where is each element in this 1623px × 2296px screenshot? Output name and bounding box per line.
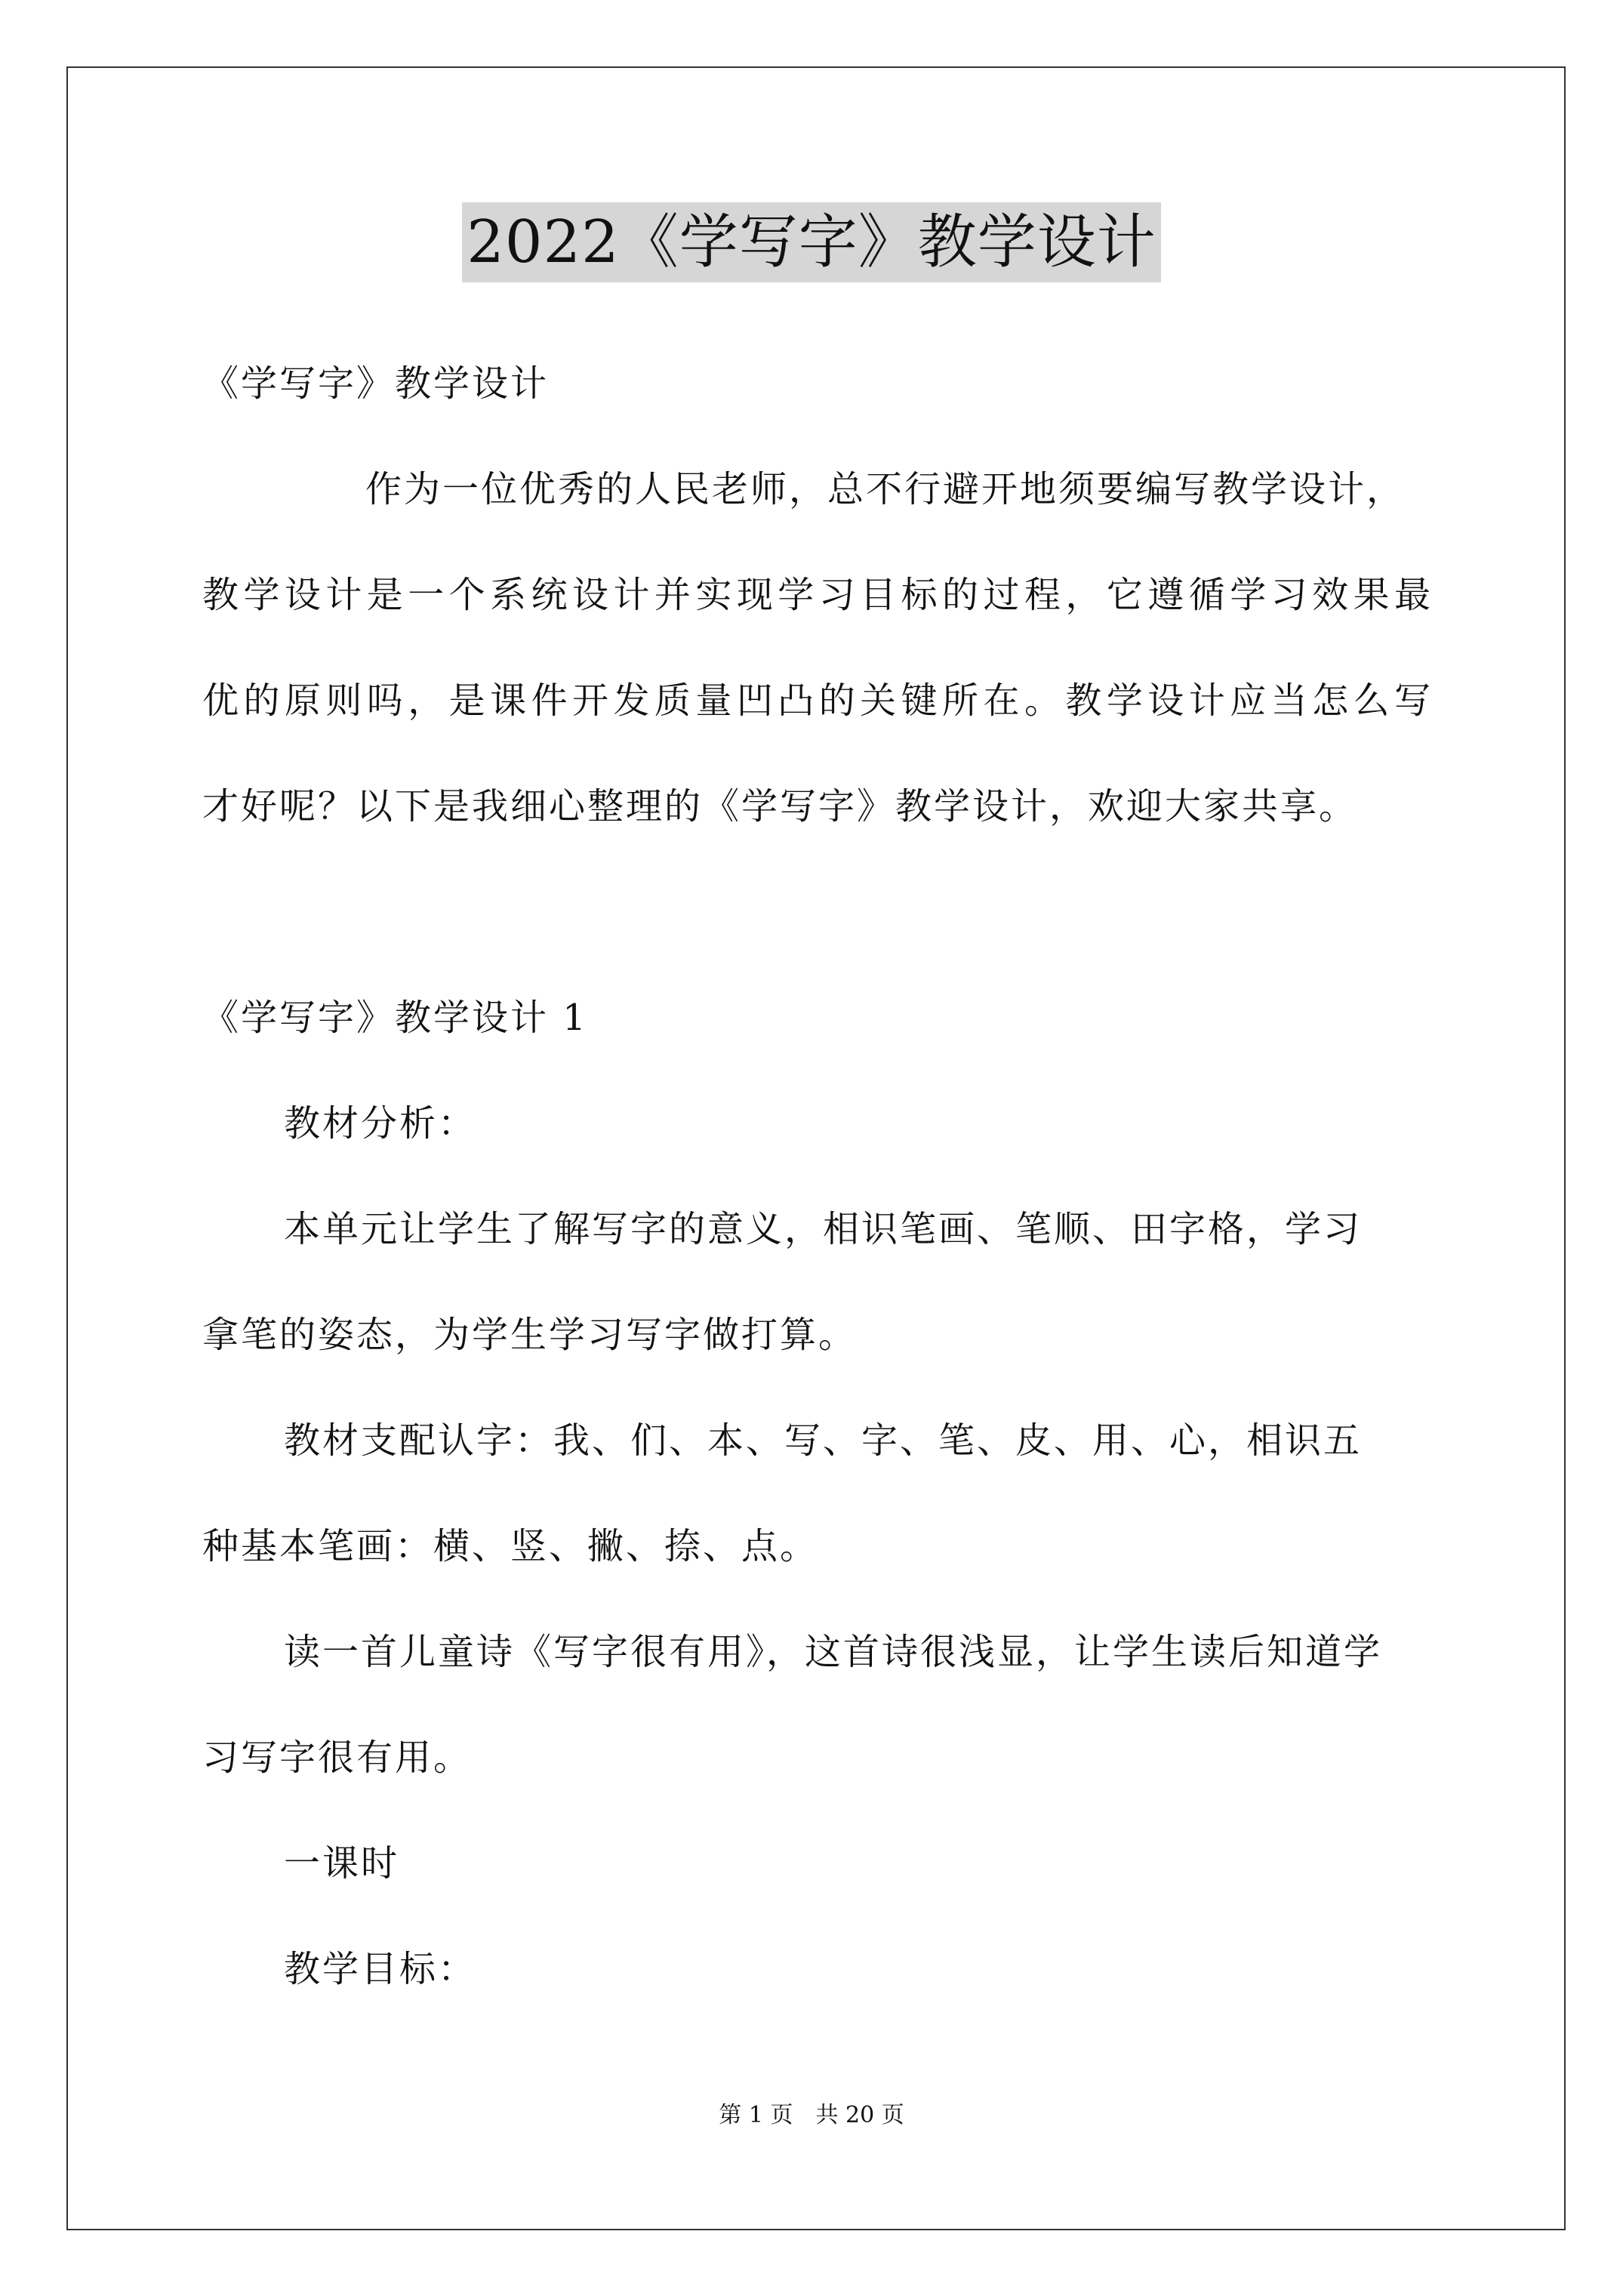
paragraph-line: 教学设计是一个系统设计并实现学习目标的过程，它遵循学习效果最 (202, 574, 1433, 616)
paragraph-line: 种基本笔画：横、竖、撇、捺、点。 (202, 1525, 819, 1567)
paragraph-line: 才好呢？以下是我细心整理的《学写字》教学设计，欢迎大家共享。 (202, 785, 1358, 827)
paragraph-line: 教材支配认字：我、们、本、写、字、笔、皮、用、心，相识五 (284, 1419, 1363, 1462)
paragraph-line: 拿笔的姿态，为学生学习写字做打算。 (202, 1314, 858, 1356)
paragraph-line: 读一首儿童诗《写字很有用》，这首诗很浅显，让学生读后知道学 (284, 1631, 1383, 1673)
paragraph-line: 作为一位优秀的人民老师，总不行避开地须要编写教学设计， (365, 468, 1406, 510)
paragraph-line: 一课时 (284, 1842, 400, 1885)
section-heading: 《学写字》教学设计 (202, 362, 550, 405)
document-title: 2022《学写字》教学设计 (462, 202, 1161, 282)
title-container (0, 202, 1623, 282)
paragraph-line: 习写字很有用。 (202, 1737, 473, 1779)
section-heading: 《学写字》教学设计 1 (202, 997, 588, 1039)
paragraph-line: 优的原则吗，是课件开发质量凹凸的关键所在。教学设计应当怎么写 (202, 680, 1433, 722)
page-footer: 第 1 页 共 20 页 (719, 2102, 904, 2128)
paragraph-line: 教学目标： (284, 1948, 477, 1990)
paragraph-line: 教材分析： (284, 1102, 477, 1145)
paragraph-line: 本单元让学生了解写字的意义，相识笔画、笔顺、田字格，学习 (284, 1208, 1363, 1250)
